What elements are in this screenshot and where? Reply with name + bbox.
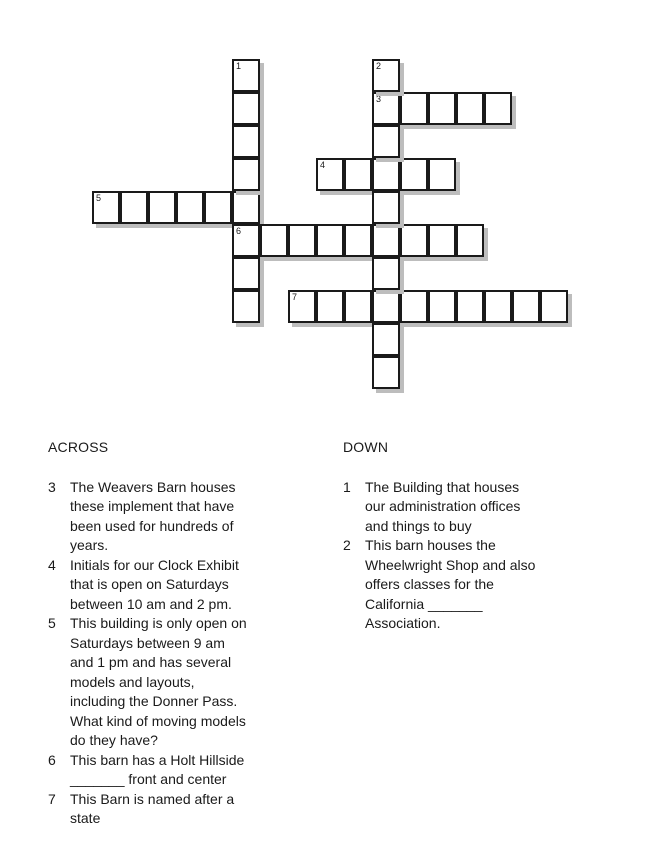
- crossword-grid: [0, 0, 669, 420]
- crossword-cell[interactable]: [372, 257, 400, 290]
- clue-text: This building is only open on Saturdays between 9 am and 1 pm and has several models and layouts, including the Donner Pass. What kind of moving models do they have?: [70, 615, 247, 748]
- cell-number: 2: [376, 61, 382, 71]
- crossword-cell[interactable]: [148, 191, 176, 224]
- crossword-cell[interactable]: [428, 92, 456, 125]
- cell-number: 6: [236, 226, 242, 236]
- clue-down-1: [343, 478, 543, 537]
- across-heading: ACROSS: [48, 439, 109, 455]
- clue-number: 3: [48, 478, 56, 495]
- crossword-cell[interactable]: [232, 59, 260, 92]
- crossword-cell[interactable]: [400, 290, 428, 323]
- clue-across-4: [48, 556, 248, 615]
- clue-text: Initials for our Clock Exhibit that is open on Saturdays between 10 am and 2 pm.: [70, 556, 239, 612]
- across-clues: [48, 438, 248, 829]
- crossword-cell[interactable]: [344, 224, 372, 257]
- cell-number: 1: [236, 61, 242, 71]
- crossword-cell[interactable]: [484, 92, 512, 125]
- clue-number: 5: [48, 615, 56, 631]
- down-clues: [343, 438, 543, 634]
- crossword-cell[interactable]: [400, 224, 428, 257]
- crossword-cell[interactable]: [372, 356, 400, 389]
- crossword-cell[interactable]: [372, 59, 400, 92]
- clue-text: The Building that houses our administration offices and things to buy: [365, 478, 521, 534]
- crossword-cell[interactable]: [372, 224, 400, 257]
- clue-across-7: [48, 790, 248, 829]
- crossword-cell[interactable]: [400, 158, 428, 191]
- cell-number: 5: [96, 193, 102, 203]
- cell-number: 4: [320, 160, 326, 170]
- clue-down-2: [343, 536, 543, 634]
- crossword-cell[interactable]: [400, 92, 428, 125]
- crossword-cell[interactable]: [456, 290, 484, 323]
- crossword-cell[interactable]: [316, 224, 344, 257]
- clue-text: This Barn is named after a state: [70, 790, 235, 826]
- cell-number: 3: [376, 94, 382, 104]
- clue-number: 1: [343, 478, 351, 495]
- crossword-cell[interactable]: [428, 158, 456, 191]
- crossword-cell[interactable]: [428, 224, 456, 257]
- crossword-cell[interactable]: [260, 224, 288, 257]
- clue-text: This barn houses the Wheelwright Shop and also offers classes for the California _______ Association.: [365, 537, 536, 631]
- crossword-cell[interactable]: [344, 158, 372, 191]
- crossword-cell[interactable]: [316, 158, 344, 191]
- crossword-cell[interactable]: [372, 125, 400, 158]
- clue-number: 4: [48, 556, 56, 573]
- crossword-cell[interactable]: [288, 290, 316, 323]
- crossword-cell[interactable]: [372, 92, 400, 125]
- crossword-cell[interactable]: [232, 92, 260, 125]
- clue-across-6: [48, 751, 248, 790]
- crossword-cell[interactable]: [176, 191, 204, 224]
- clue-number: 6: [48, 751, 56, 768]
- crossword-cell[interactable]: [232, 125, 260, 158]
- crossword-cell[interactable]: [232, 290, 260, 323]
- crossword-cell[interactable]: [232, 158, 260, 191]
- crossword-cell[interactable]: [372, 158, 400, 191]
- crossword-cell[interactable]: [372, 290, 400, 323]
- crossword-cell[interactable]: [92, 191, 120, 224]
- crossword-cell[interactable]: [484, 290, 512, 323]
- crossword-cell[interactable]: [540, 290, 568, 323]
- clue-across-5: [48, 614, 248, 751]
- crossword-cell[interactable]: [288, 224, 316, 257]
- crossword-cell[interactable]: [316, 290, 344, 323]
- down-heading: DOWN: [343, 439, 389, 455]
- crossword-cell[interactable]: [512, 290, 540, 323]
- crossword-cell[interactable]: [120, 191, 148, 224]
- clue-text: The Weavers Barn houses these implement that have been used for hundreds of years.: [70, 478, 236, 553]
- clue-number: 2: [343, 537, 351, 553]
- clue-across-3: [48, 478, 248, 556]
- crossword-cell[interactable]: [372, 323, 400, 356]
- crossword-cell[interactable]: [456, 92, 484, 125]
- crossword-cell[interactable]: [232, 257, 260, 290]
- crossword-cell[interactable]: [232, 191, 260, 224]
- crossword-cell[interactable]: [344, 290, 372, 323]
- crossword-cell[interactable]: [232, 224, 260, 257]
- clue-text: This barn has a Holt Hillside _______ front and center: [70, 751, 245, 787]
- crossword-cell[interactable]: [428, 290, 456, 323]
- crossword-cell[interactable]: [204, 191, 232, 224]
- clue-number: 7: [48, 790, 56, 807]
- crossword-cell[interactable]: [372, 191, 400, 224]
- cell-number: 7: [292, 292, 298, 302]
- crossword-cell[interactable]: [456, 224, 484, 257]
